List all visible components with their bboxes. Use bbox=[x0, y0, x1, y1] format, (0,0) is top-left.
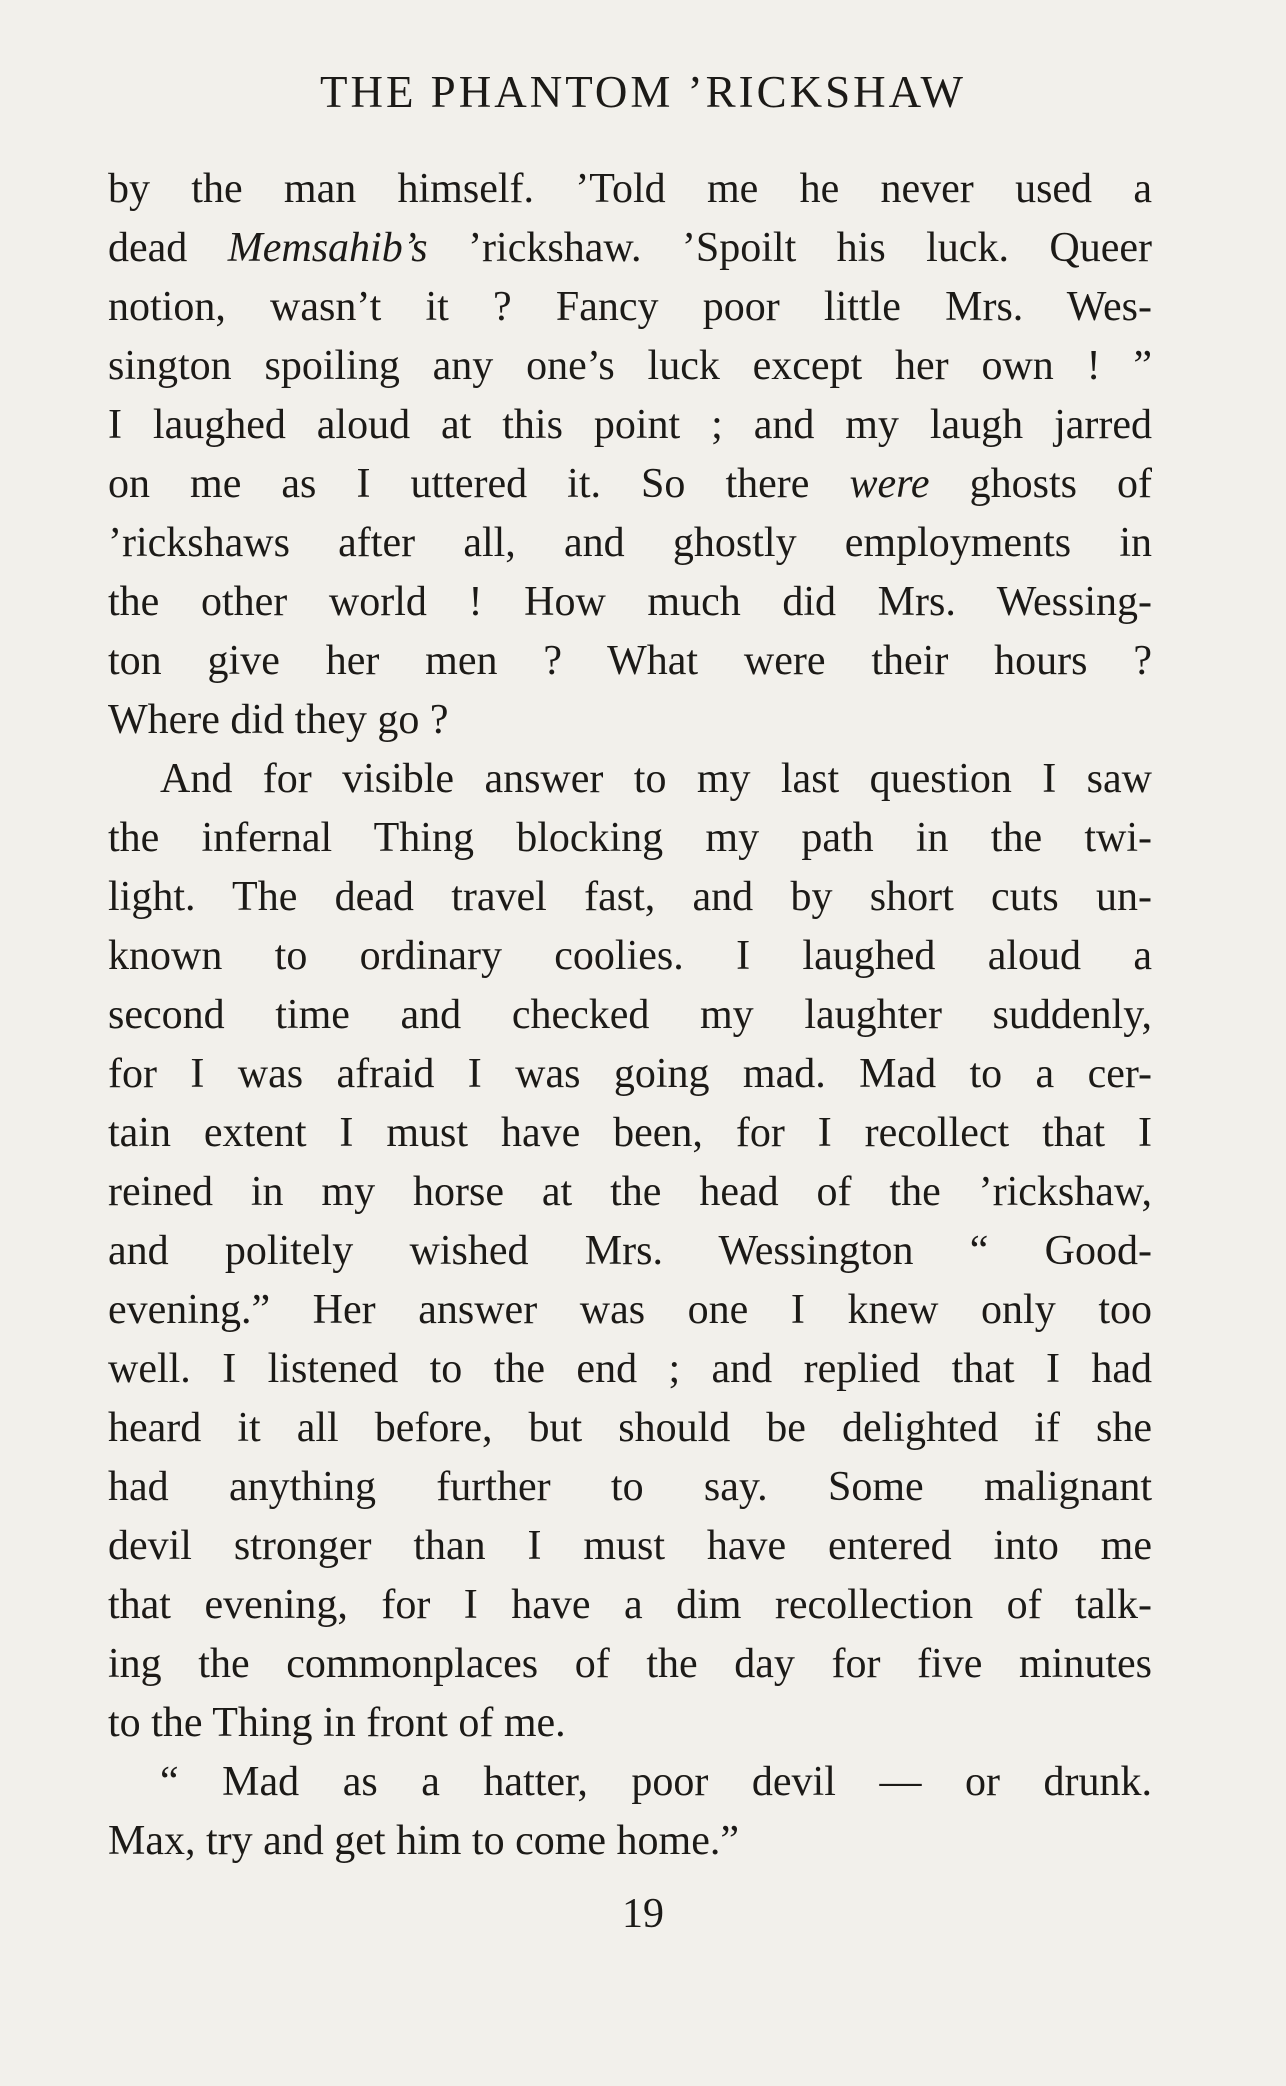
text-line: ton give her men ? What were their hours ? bbox=[108, 638, 1152, 684]
text-line: reined in my horse at the head of the ’rickshaw, bbox=[108, 1169, 1152, 1215]
text-line: ing the commonplaces of the day for five minutes bbox=[108, 1641, 1152, 1687]
paragraph-first-line: And for visible answer to my last question I saw bbox=[160, 756, 1152, 802]
text-line: light. The dead travel fast, and by short cuts un- bbox=[108, 874, 1152, 920]
text-line: notion, wasn’t it ? Fancy poor little Mrs. Wes- bbox=[108, 284, 1152, 330]
text-line: evening.” Her answer was one I knew only too bbox=[108, 1287, 1152, 1333]
text-line bbox=[108, 455, 1152, 514]
italic-word: Memsahib’s bbox=[227, 225, 428, 271]
text-line: to the Thing in front of me. bbox=[108, 1700, 566, 1746]
text-fragment: ghosts of bbox=[929, 461, 1152, 507]
text-line bbox=[108, 219, 1152, 278]
text-line: the infernal Thing blocking my path in the twi- bbox=[108, 815, 1152, 861]
text-line: sington spoiling any one’s luck except her own ! ” bbox=[108, 343, 1152, 389]
text-line: Max, try and get him to come home.” bbox=[108, 1818, 740, 1864]
text-fragment: on me as I uttered it. So there bbox=[108, 461, 850, 507]
text-line: I laughed aloud at this point ; and my laugh jarred bbox=[108, 402, 1152, 448]
text-fragment: dead bbox=[108, 225, 228, 271]
text-line: Where did they go ? bbox=[108, 697, 449, 743]
text-line: by the man himself. ’Told me he never used a bbox=[108, 166, 1152, 212]
body-text bbox=[108, 160, 1152, 1871]
text-line: heard it all before, but should be delighted if she bbox=[108, 1405, 1152, 1451]
text-line: tain extent I must have been, for I recollect that I bbox=[108, 1110, 1152, 1156]
text-line: for I was afraid I was going mad. Mad to a cer- bbox=[108, 1051, 1152, 1097]
text-line: second time and checked my laughter suddenly, bbox=[108, 992, 1152, 1038]
text-line: and politely wished Mrs. Wessington “ Good- bbox=[108, 1228, 1152, 1274]
text-line: had anything further to say. Some malignant bbox=[108, 1464, 1152, 1510]
text-fragment: ’rickshaw. ’Spoilt his luck. Queer bbox=[427, 225, 1152, 271]
running-head: THE PHANTOM ’RICKSHAW bbox=[319, 67, 967, 117]
text-line: the other world ! How much did Mrs. Wessing- bbox=[108, 579, 1152, 625]
text-line: known to ordinary coolies. I laughed aloud a bbox=[108, 933, 1152, 979]
text-line: well. I listened to the end ; and replied that I had bbox=[108, 1346, 1152, 1392]
paragraph-first-line: “ Mad as a hatter, poor devil — or drunk. bbox=[160, 1759, 1152, 1805]
page-number: 19 bbox=[622, 1891, 664, 1937]
italic-word: were bbox=[849, 461, 930, 507]
text-line: devil stronger than I must have entered into me bbox=[108, 1523, 1152, 1569]
text-line: that evening, for I have a dim recollection of talk- bbox=[108, 1582, 1152, 1628]
text-line: ’rickshaws after all, and ghostly employments in bbox=[108, 520, 1152, 566]
